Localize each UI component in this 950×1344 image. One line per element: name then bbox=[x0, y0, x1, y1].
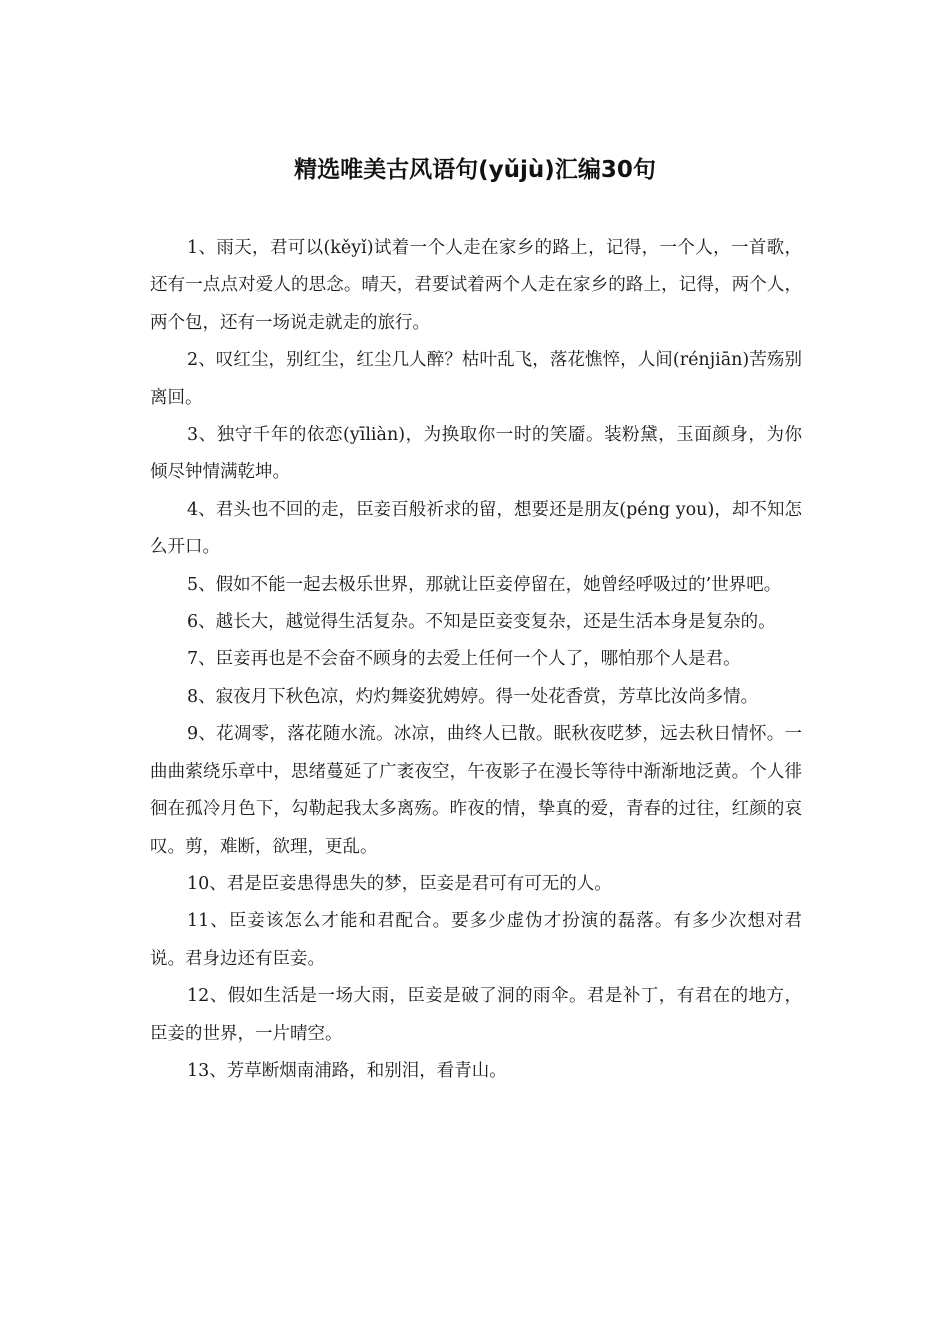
document-body bbox=[150, 230, 802, 1090]
paragraph: 6、越长大，越觉得生活复杂。不知是臣妾变复杂，还是生活本身是复杂的。 bbox=[187, 612, 776, 633]
paragraph: 1、雨天，君可以(kěyǐ)试着一个人走在家乡的路上，记得，一个人，一首歌，还有一点点对爱人的思念。晴天，君要试着两个人走在家乡的路上，记得，两个人，两个包，还有一场说走就走的旅行。 bbox=[150, 238, 802, 333]
paragraph: 10、君是臣妾患得患失的梦，臣妾是君可有可无的人。 bbox=[187, 873, 612, 894]
paragraph: 3、独守千年的依恋(yīliàn)，为换取你一时的笑靥。装粉黛，玉面颜身，为你倾尽钟情满乾坤。 bbox=[150, 425, 802, 483]
paragraph: 2、叹红尘，别红尘，红尘几人醉？枯叶乱飞，落花憔悴，人间(rénjiān)苦殇别离回。 bbox=[150, 350, 802, 408]
paragraph: 8、寂夜月下秋色凉，灼灼舞姿犹娉婷。得一处花香赏，芳草比汝尚多情。 bbox=[187, 686, 759, 707]
paragraph: 9、花凋零，落花随水流。冰凉，曲终人已散。眠秋夜呓梦，远去秋日情怀。一曲曲萦绕乐章中，思绪蔓延了广袤夜空，午夜影子在漫长等待中渐渐地泛黄。个人徘徊在孤冷月色下，勾勒起我太多离殇。昨夜的情，挚真的爱，青春的过往，红颜的哀叹。剪，难断，欲理，更乱。 bbox=[150, 724, 802, 857]
paragraph: 5、假如不能一起去极乐世界，那就让臣妾停留在，她曾经呼吸过的’世界吧。 bbox=[187, 574, 782, 595]
paragraph: 7、臣妾再也是不会奋不顾身的去爱上任何一个人了，哪怕那个人是君。 bbox=[187, 649, 741, 670]
paragraph: 12、假如生活是一场大雨，臣妾是破了洞的雨伞。君是补丁，有君在的地方，臣妾的世界，一片晴空。 bbox=[150, 986, 802, 1044]
paragraph: 13、芳草断烟南浦路，和别泪，看青山。 bbox=[187, 1060, 507, 1081]
document-title: 精选唯美古风语句(yǔjù)汇编30句 bbox=[294, 157, 656, 183]
paragraph: 11、臣妾该怎么才能和君配合。要多少虚伪才扮演的磊落。有多少次想对君说。君身边还有臣妾。 bbox=[150, 911, 802, 969]
paragraph: 4、君头也不回的走，臣妾百般祈求的留，想要还是朋友(péng you)，却不知怎么开口。 bbox=[150, 499, 802, 558]
